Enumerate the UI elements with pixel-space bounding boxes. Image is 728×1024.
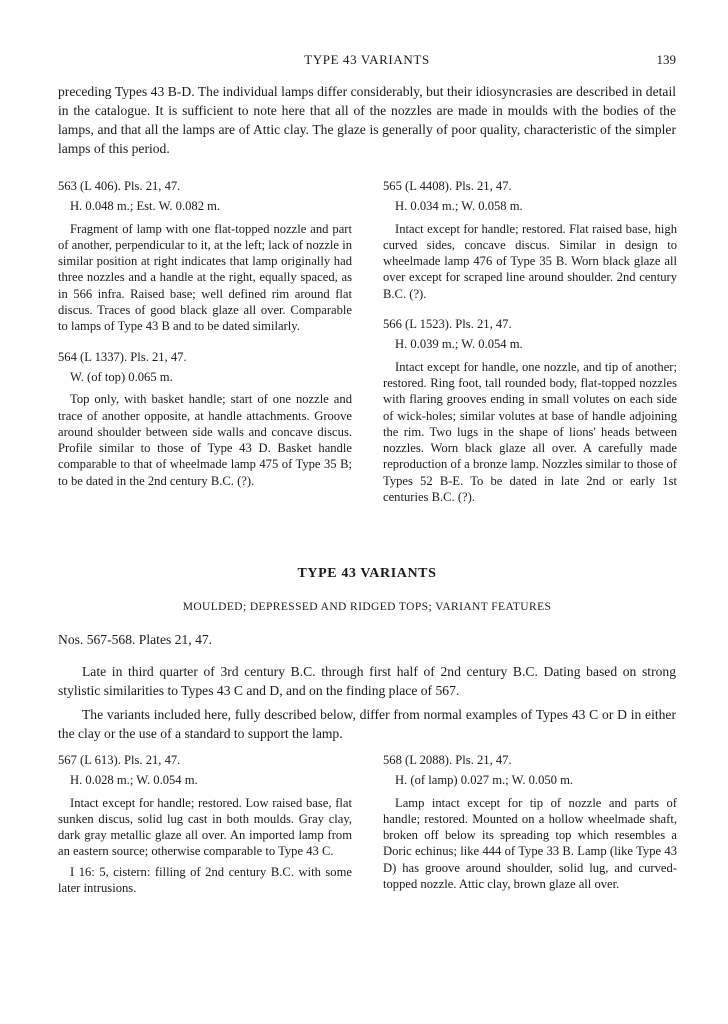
entry-dimensions: H. (of lamp) 0.027 m.; W. 0.050 m.	[395, 773, 574, 788]
section-title: TYPE 43 VARIANTS	[297, 566, 437, 581]
intro-paragraph: preceding Types 43 B-D. The individual lamps differ considerably, but their idiosyncrasies are described in detail in the catalogue. It is sufficient to note here that all of the nozzles are made in moulds with the bodies of the lamps, and that all the lamps are of Attic clay. The glaze is generally of poor quality, characteristic of the simpler lamps of this period.	[58, 84, 676, 156]
catalogue-entry-566	[383, 316, 677, 505]
entry-dimensions: H. 0.039 m.; W. 0.054 m.	[395, 337, 523, 352]
entry-dimensions: H. 0.034 m.; W. 0.058 m.	[395, 199, 523, 214]
entry-description: Intact except for handle; restored. Low raised base, flat sunken discus, solid lug cast in both moulds. Gray clay, dark gray metallic glaze all over. An imported lamp from an eastern source; otherwise comparable to Type 43 C.	[58, 795, 352, 859]
catalogue-column-left-bottom	[58, 752, 352, 896]
catalogue-entry-567	[58, 752, 352, 896]
entry-heading: 568 (L 2088). Pls. 21, 47.	[383, 753, 512, 767]
entry-heading: 564 (L 1337). Pls. 21, 47.	[58, 349, 187, 364]
entry-dimensions: H. 0.028 m.; W. 0.054 m.	[70, 773, 198, 788]
entry-description: Intact except for handle; restored. Flat raised base, high curved sides, concave discus. Similar in design to wheelmade lamp 476 of Type 35 B. Worn black glaze all over except for scraped line around shoulder. 2nd century B.C. (?).	[383, 221, 677, 301]
entry-heading: 567 (L 613). Pls. 21, 47.	[58, 753, 181, 767]
entry-description: Top only, with basket handle; start of one nozzle and trace of another opposite, at handle attachments. Groove around shoulder between side walls and concave discus. Profile similar to those of Type 43 D. Basket handle comparable to that of wheelmade lamp 475 of Type 35 B; to be dated in the 2nd century B.C. (?).	[58, 392, 352, 488]
catalogue-entry-565	[383, 178, 677, 302]
section-subtitle: MOULDED; DEPRESSED AND RIDGED TOPS; VARIANT FEATURES	[182, 601, 552, 613]
entry-description: Intact except for handle, one nozzle, and tip of another; restored. Ring foot, tall rounded body, flat-topped nozzles with flaring grooves ending in small volutes on each side of wick-holes; similar volutes at base of handle adjoining the rim. Two lugs in the shape of lions' heads between nozzles. Worn black glaze all over. A carefully made reproduction of a bronze lamp. Nozzles similar to those of Types 52 B-E. To be dated in late 2nd or early 1st centuries B.C. (?).	[383, 359, 677, 505]
entry-dimensions: H. 0.048 m.; Est. W. 0.082 m.	[70, 199, 221, 214]
entry-dimensions: W. (of top) 0.065 m.	[70, 369, 173, 384]
catalogue-column-left-top	[58, 178, 352, 489]
catalogue-entry-568	[383, 752, 677, 892]
section-variants-paragraph: The variants included here, fully described below, differ from normal examples of Types 43 C or D in either the clay or the use of a standard to support the lamp.	[58, 707, 676, 741]
entry-description: Lamp intact except for tip of nozzle and parts of handle; restored. Mounted on a hollow wheelmade shaft, broken off below its spreading top which resembles a Doric echinus; like 444 of Type 33 B. Lamp (like Type 43 D) has groove around shoulder, solid lug, and curved-topped nozzle. Attic clay, brown glaze all over.	[383, 795, 677, 892]
catalogue-entry-563	[58, 178, 352, 335]
page-number: 139	[656, 52, 676, 67]
entry-findspot: I 16: 5, cistern: filling of 2nd century B.C. with some later intrusions.	[58, 864, 352, 896]
entry-heading: 563 (L 406). Pls. 21, 47.	[58, 179, 181, 193]
catalogue-column-right-bottom	[383, 752, 677, 892]
running-title: TYPE 43 VARIANTS	[304, 52, 430, 67]
entry-heading: 565 (L 4408). Pls. 21, 47.	[383, 179, 512, 193]
entry-heading: 566 (L 1523). Pls. 21, 47.	[383, 317, 512, 332]
section-numbers: Nos. 567-568. Plates 21, 47.	[58, 632, 213, 647]
running-head	[58, 52, 676, 70]
catalogue-entry-564	[58, 349, 352, 489]
catalogue-column-right-top	[383, 178, 677, 505]
section-dating-paragraph: Late in third quarter of 3rd century B.C. through first half of 2nd century B.C. Dating based on strong stylistic similarities to Types 43 C and D, and on the finding place of 567.	[58, 664, 676, 698]
entry-description: Fragment of lamp with one flat-topped nozzle and part of another, perpendicular to it, at the left; lack of nozzle in similar position at right indicates that lamp originally had three nozzles and a handle at the right, equally spaced, as in 566 infra. Raised base; well defined rim around flat discus. Traces of good black glaze all over. Comparable to lamps of Type 43 B and to be dated similarly.	[58, 221, 352, 334]
